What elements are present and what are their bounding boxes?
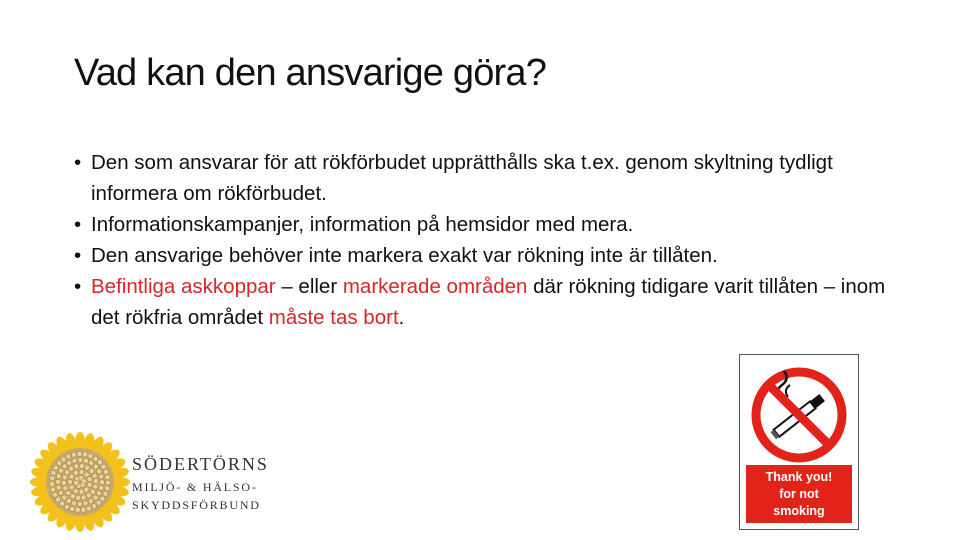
bullet-text: Den som ansvarar för att rökförbudet upprätthålls ska t.ex. genom skyltning tydligt informera om rökförbudet. [91, 151, 833, 205]
bullet-symbol: • [74, 151, 82, 174]
bullet-item-2 [74, 209, 894, 240]
bullet-text-part: . [398, 306, 405, 329]
bullet-symbol: • [74, 275, 82, 298]
sign-text-panel [746, 465, 852, 523]
bullet-item-1 [74, 147, 894, 209]
bullet-symbol: • [74, 213, 82, 236]
no-smoking-icon [740, 355, 858, 463]
slide-title: Vad kan den ansvarige göra? [74, 52, 547, 94]
bullet-text-part: där rökning tidigare varit tillåten – inom det rökfria området [91, 275, 886, 329]
sign-line-2: for not [779, 487, 819, 501]
bullet-list [74, 147, 894, 333]
sign-line-3: smoking [773, 504, 825, 518]
no-smoking-sign [739, 354, 859, 530]
bullet-symbol: • [74, 244, 82, 267]
logo-line-2: MILJÖ- & HÄLSO- [132, 480, 258, 494]
logo-line-3: SKYDDSFÖRBUND [132, 498, 261, 512]
bullet-text-part: – eller [275, 275, 343, 298]
highlight-marked-areas: markerade områden [342, 275, 528, 298]
bullet-item-3 [74, 240, 894, 271]
logo-line-1: SÖDERTÖRNS [132, 454, 269, 474]
sign-line-1: Thank you! [765, 470, 833, 484]
bullet-item-4 [74, 271, 894, 333]
bullet-text: Den ansvarige behöver inte markera exakt var rökning inte är tillåten. [91, 244, 718, 267]
highlight-ashtrays: Befintliga askkoppar [91, 275, 276, 298]
organization-logo [132, 455, 269, 511]
bullet-text: Informationskampanjer, information på hemsidor med mera. [91, 213, 634, 236]
highlight-must-remove: måste tas bort [268, 306, 399, 329]
